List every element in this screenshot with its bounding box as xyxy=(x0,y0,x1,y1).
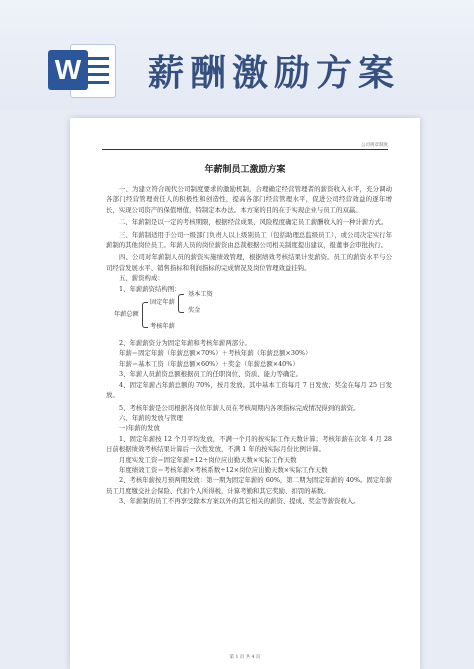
paragraph: 4、固定年薪占年薪总额的 70%，按月发放。其中基本工资每月 7 日发放；奖金在每月 25 日发放。 xyxy=(106,380,392,400)
document-body xyxy=(106,184,392,507)
paragraph: 2、年薪薪资分为固定年薪和考核年薪两部分。 xyxy=(119,339,251,348)
page-footer: 第 1 页 共 4 页 xyxy=(229,655,261,660)
diagram-fixed-label: 固定年薪 xyxy=(150,299,175,307)
paragraph: 2、考核年薪按月预两期发放：第一期为固定年薪的 60%，第二期为固定年薪的 40%。固定年薪员工月度缴交社会保险、代扣个人所得税，计算考勤和其它奖励、扣罚的基数。 xyxy=(106,476,392,495)
diagram-bracket xyxy=(142,302,148,328)
paragraph: 五、薪资构成： xyxy=(119,274,164,283)
diagram-bracket xyxy=(178,294,184,313)
header-divider xyxy=(102,149,388,150)
page-header: 公司规章制度 xyxy=(361,143,388,148)
diagram-root-label: 年薪总额 xyxy=(114,311,139,319)
paragraph: 四、公司对年薪制人员的薪资实施绩效管理，根据绩效考核结果计发薪资。员工的薪资水平与公司经营发展水平、销售指标和利润指标的完成情况及岗位管理效益挂钩。 xyxy=(106,253,392,272)
document-page xyxy=(70,118,420,669)
paragraph: 一、为建立符合现代公司制度要求的激励机制，合理确定经营管理者的薪资收入水平，充分调动各部门经营管理责任人的积极性和创造性，提高各部门经营管理水平，促进公司经营效益的逐年增长，实现公司资产的保值增值，特制定本办法。本方案的目的在于实现企业与员工的双赢。 xyxy=(106,185,392,214)
paragraph: 3、年薪制的员工不再享受除本方案以外的其它相关的薪资、提成、奖金等薪资收入。 xyxy=(119,497,360,506)
formula-line: 年薪＝固定年薪（年薪总额×70%）＋考核年薪（年薪总额×30%） xyxy=(119,349,312,358)
diagram-assessed-label: 考核年薪 xyxy=(150,323,175,331)
diagram-bonus-label: 奖金 xyxy=(188,307,201,315)
section-heading: 六、年薪的发放与管理 xyxy=(119,413,183,422)
banner-title: 薪酬激励方案 xyxy=(148,53,401,94)
word-logo-letter: W xyxy=(48,50,88,90)
document-title: 年薪制员工激励方案 xyxy=(204,165,286,175)
word-document-icon xyxy=(48,40,116,98)
salary-structure-diagram xyxy=(114,291,392,338)
formula-line: 年薪＝基本工资（年薪总额×60%）＋奖金（年薪总额×40%） xyxy=(119,359,299,368)
paragraph: 5、考核年薪是公司根据各岗位年薪人员在考核周期内各项指标完成情况得到的薪资。 xyxy=(119,403,360,412)
paragraph: 1、固定年薪按 12 个月平均发放，不满一个月的按实际工作天数计算；考核年薪在次年 4 月 28 日前根据绩效考核结果计算后一次性发放，不满 1 年的按实际月份比例计算。 xyxy=(106,434,392,454)
banner xyxy=(0,0,474,110)
formula-line: 年度绩效工资＝考核年薪×考核系数÷12×岗位应出勤天数×实际工作天数 xyxy=(119,465,328,474)
paragraph: 1、年薪薪资结构图： xyxy=(119,284,181,293)
formula-line: 月度实发工资＝固定年薪÷12÷岗位应出勤天数×实际工作天数 xyxy=(119,455,297,464)
diagram-base-label: 基本工资 xyxy=(188,291,213,299)
paragraph: 二、年薪制是以一定的考核期限，根据经营成果、风险程度确定员工薪酬收入的一种计薪方式。 xyxy=(119,218,388,227)
section-heading: 一)年薪的发放 xyxy=(119,424,160,433)
paragraph: 三、年薪制适用于公司一级部门负责人以上级别员工（包括助理总监级员工），或公司决定实行年薪制的其他岗位员工。年薪人员的岗位薪资由总裁根据公司相关制度提出建议，报董事会审批执行。 xyxy=(106,230,392,250)
paragraph: 3、年薪人员薪资总额根据员工的任职岗位、资质、能力等确定。 xyxy=(119,370,303,379)
